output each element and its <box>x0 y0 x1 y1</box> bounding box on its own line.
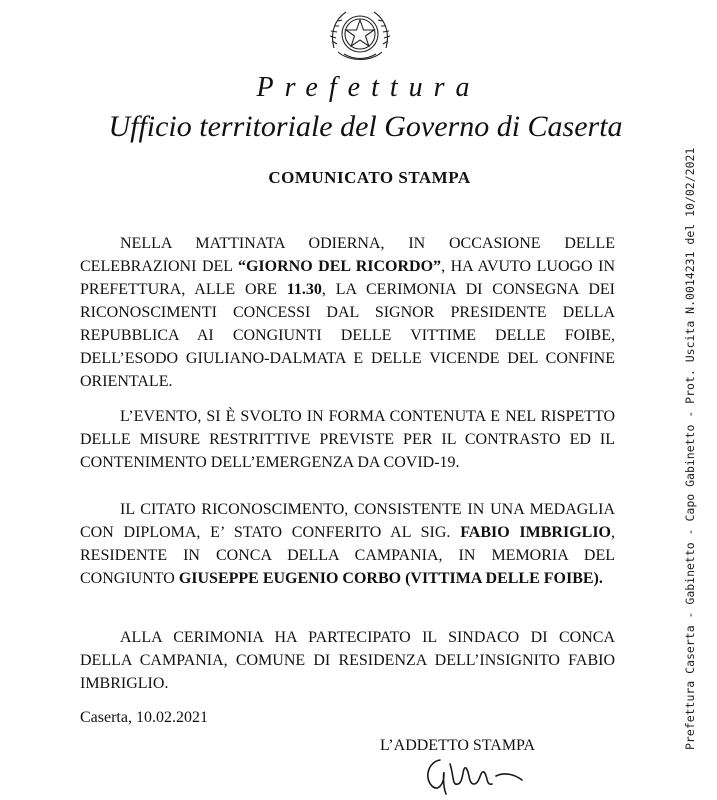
handwritten-signature <box>410 754 530 800</box>
text-segment: , HA AVUTO LUOGO IN PREFETTURA, ALLE ORE <box>80 258 616 298</box>
place-date: Caserta, 10.02.2021 <box>80 709 208 726</box>
text-segment: , LA CERIMONIA DI CONSEGNA DEI RICONOSCIMENTI CONCESSI DAL SIGNOR PRESIDENTE DELLA REPUBBLICA AI CONGIUNTI DELLE VITTIME DELLE FOIBE, DELL’ESODO GIULIANO-DALMATA E DELLE VICENDE DEL CONFINE ORIENTALE. <box>80 281 616 390</box>
paragraph-2 <box>80 405 615 474</box>
text-segment: , RESIDENTE IN CONCA DELLA CAMPANIA, IN MEMORIA DEL CONGIUNTO <box>80 524 615 587</box>
text-segment-bold: “GIORNO DEL RICORDO” <box>237 258 442 275</box>
text-segment: L’EVENTO, SI È SVOLTO IN FORMA CONTENUTA E NEL RISPETTO DELLE MISURE RESTRITTIVE PREVISTE PER IL CONTRASTO ED IL CONTENIMENTO DELL’EMERGENZA DA COVID-19. <box>80 408 615 471</box>
text-segment: IL CITATO RICONOSCIMENTO, CONSISTENTE IN UNA MEDAGLIA CON DIPLOMA, E’ STATO CONFERITO AL SIG. <box>80 501 615 541</box>
document-heading: COMUNICATO STAMPA <box>268 168 471 187</box>
italian-republic-emblem-icon <box>324 4 396 68</box>
protocol-stamp: Prefettura Caserta - Gabinetto - Capo Gabinetto - Prot. Uscita N.0014231 del 10/02/2021 <box>683 147 697 750</box>
paragraph-4 <box>80 626 615 695</box>
text-segment-bold: GIUSEPPE EUGENIO CORBO (VITTIMA DELLE FOIBE). <box>178 570 603 587</box>
paragraph-3 <box>80 498 615 590</box>
header-title: Prefettura <box>256 72 481 103</box>
header-subtitle: Ufficio territoriale del Governo di Caserta <box>108 110 623 143</box>
text-segment: NELLA MATTINATA ODIERNA, IN OCCASIONE DELLE CELEBRAZIONI DEL <box>80 235 615 275</box>
signoff-title: L’ADDETTO STAMPA <box>380 737 536 754</box>
paragraph-1 <box>80 232 615 393</box>
text-segment-bold: FABIO IMBRIGLIO <box>460 524 611 541</box>
text-segment: ALLA CERIMONIA HA PARTECIPATO IL SINDACO DI CONCA DELLA CAMPANIA, COMUNE DI RESIDENZA DELL’INSIGNITO FABIO IMBRIGLIO. <box>80 629 615 692</box>
text-segment-bold: 11.30 <box>286 281 322 298</box>
